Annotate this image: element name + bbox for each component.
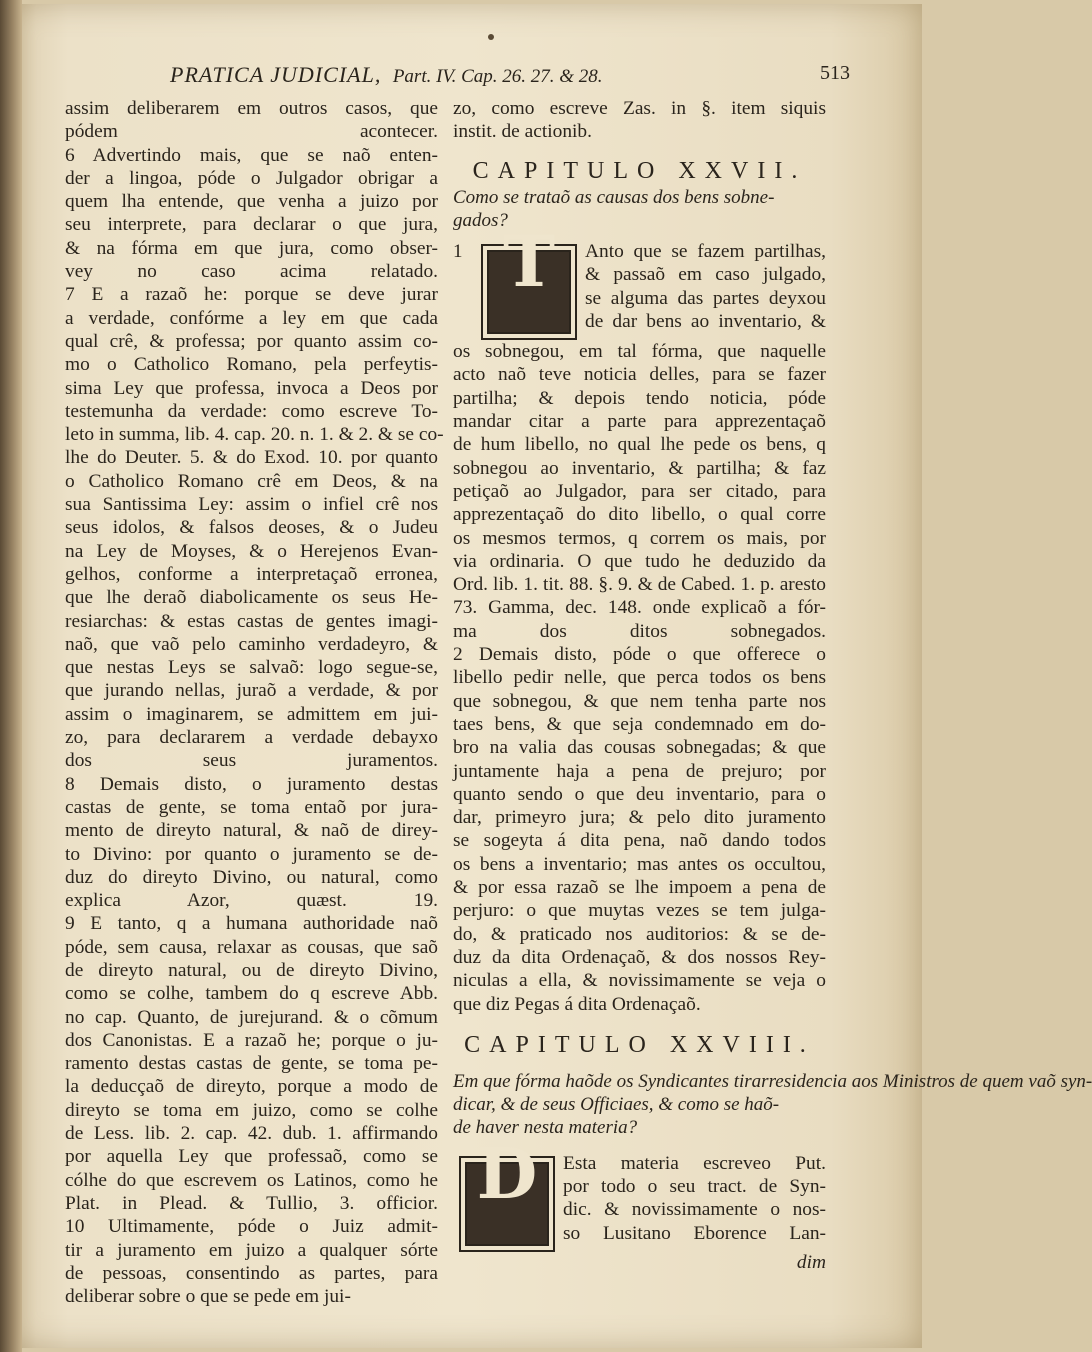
text-line: taes bens, & que seja condemnado em do- bbox=[453, 713, 826, 735]
text-line: duz da dita Ordenaçaõ, & dos nossos Rey- bbox=[453, 946, 826, 968]
text-line: der a lingoa, póde o Julgador obrigar a bbox=[65, 167, 438, 189]
text-line: dic. & novissimamente o nos- bbox=[563, 1199, 826, 1221]
text-line: que nestas Leys se salvaõ: logo segue-se, bbox=[65, 657, 438, 679]
text-line: os sobnegou, em tal fórma, que naquelle bbox=[453, 341, 826, 363]
text-line: duz do direyto Divino, ou natural, como bbox=[65, 866, 438, 888]
text-line: ma dos ditos sobnegados. bbox=[453, 620, 826, 642]
decorated-initial-d: D bbox=[459, 1156, 555, 1252]
text-line: sua Santissima Ley: assim o infiel crê nos bbox=[65, 494, 438, 516]
text-line: libello pedir nelle, que perca todos os bens bbox=[453, 667, 826, 689]
text-line: Plat. in Plead. & Tullio, 3. officior. bbox=[65, 1192, 438, 1214]
text-line: na Ley de Moyses, & o Herejenos Evan- bbox=[65, 540, 438, 562]
text-line: bro na valia das cousas sobnegadas; & que bbox=[453, 737, 826, 759]
text-line: 7 E a razaõ he: porque se deve jurar bbox=[65, 284, 438, 306]
text-line: quem lha entende, que venha a juizo por bbox=[65, 191, 438, 213]
text-line: ramento destas castas de gente, se toma pe- bbox=[65, 1053, 438, 1075]
text-line: vey no caso acima relatado. bbox=[65, 261, 438, 283]
text-line: via ordinaria. O que tudo he deduzido da bbox=[453, 550, 826, 572]
text-line: testemunha da verdade: como escreve To- bbox=[65, 400, 438, 422]
text-line: & na fórma em que jura, como obser- bbox=[65, 237, 438, 259]
text-line: perjuro: o que muytas vezes se tem julga- bbox=[453, 900, 826, 922]
text-line: Esta materia escreveo Put. bbox=[563, 1152, 826, 1174]
text-line: por todo o seu tract. de Syn- bbox=[563, 1175, 826, 1197]
text-line: que lhe deraõ diabolicamente os seus He- bbox=[65, 587, 438, 609]
text-line: zo, para declararem a verdade debayxo bbox=[65, 727, 438, 749]
chapter-27-heading: CAPITULO XXVII. bbox=[472, 157, 807, 184]
ink-spot bbox=[488, 34, 494, 40]
text-line: castas de gente, se toma entaõ por jura- bbox=[65, 796, 438, 818]
text-line: Anto que se fazem partilhas, bbox=[585, 241, 826, 263]
left-column bbox=[65, 97, 444, 1308]
chapter-subtitle-line: Como se trataõ as causas dos bens sobne- bbox=[453, 186, 775, 208]
text-line: Ord. lib. 1. tit. 88. §. 9. & de Cabed. 1. p. aresto bbox=[453, 574, 826, 596]
chapter-subtitle-line: de haver nesta materia? bbox=[453, 1117, 638, 1139]
text-line: zo, como escreve Zas. in §. item siquis bbox=[453, 98, 826, 119]
catchword: dim bbox=[796, 1251, 826, 1273]
text-line: gelhos, conforme a interpretaçaõ erronea, bbox=[65, 563, 438, 585]
text-line: & passaõ em caso julgado, bbox=[585, 264, 826, 286]
text-line: os mesmos termos, q correm os mais, por bbox=[453, 527, 826, 549]
running-head-title: PRATICA JUDICIAL, bbox=[170, 62, 382, 87]
text-line: lhe do Deuter. 5. & do Exod. 10. por quanto bbox=[65, 447, 438, 469]
text-line: os bens a inventario; mas antes os occultou, bbox=[453, 853, 826, 875]
text-line: sobnegou ao inventario, & partilha; & faz bbox=[453, 457, 826, 479]
text-line: tir a juramento em juizo a qualquer sórte bbox=[65, 1239, 438, 1261]
text-line: explica Azor, quæst. 19. bbox=[65, 890, 438, 912]
text-line: por aquella Ley que professaõ, como se bbox=[65, 1146, 438, 1168]
text-line: seu interprete, para declarar o que jura, bbox=[65, 214, 438, 236]
text-line: sima Ley que professa, invoca a Deos por bbox=[65, 377, 438, 399]
text-line: deliberar sobre o que se pede em jui- bbox=[65, 1286, 351, 1308]
text-line: partilha; & depois tendo noticia, póde bbox=[453, 387, 826, 409]
text-line: cólhe do que escrevem os Latinos, como he bbox=[65, 1169, 438, 1191]
text-line: apprezentaçaõ do dito libello, o qual corre bbox=[453, 504, 826, 526]
decorated-initial-t: T bbox=[481, 244, 577, 340]
text-line: de direyto natural, ou de direyto Divino, bbox=[65, 959, 438, 981]
text-line: instit. de actionib. bbox=[453, 121, 592, 143]
text-line: quanto sendo o que deu inventario, para o bbox=[453, 783, 826, 805]
text-line: que jurando nellas, juraõ a verdade, & por bbox=[65, 680, 438, 702]
text-line: do, & praticado nos auditorios: & se de- bbox=[453, 923, 826, 945]
text-line: leto in summa, lib. 4. cap. 20. n. 1. & 2. & se co- bbox=[65, 424, 444, 446]
text-line: de Less. lib. 2. cap. 42. dub. 1. affirmando bbox=[65, 1123, 438, 1145]
text-line: de hum libello, no qual lhe pede os bens, q bbox=[453, 434, 826, 456]
text-line: 73. Gamma, dec. 148. onde explicaõ a fór- bbox=[453, 597, 826, 619]
text-line: assim o imaginarem, se admittem em jui- bbox=[65, 703, 438, 725]
text-line: a verdade, confórme a ley em que cada bbox=[65, 307, 438, 329]
text-line: & por essa razaõ se lhe impoem a pena de bbox=[453, 877, 826, 899]
text-line: niculas a ella, & novissimamente se veja o bbox=[453, 970, 826, 992]
chapter-subtitle-line: gados? bbox=[453, 209, 508, 231]
text-line: 10 Ultimamente, póde o Juiz admit- bbox=[65, 1216, 438, 1238]
book-binding-edge bbox=[0, 0, 22, 1352]
text-line: 2 Demais disto, póde o que offerece o bbox=[453, 644, 826, 666]
text-line: mo o Catholico Romano, pela perfeytis- bbox=[65, 354, 438, 376]
text-line: se sogeyta á dita pena, naõ dando todos bbox=[453, 830, 826, 852]
text-line: assim deliberarem em outros casos, que bbox=[65, 98, 438, 119]
running-head-part: Part. IV. Cap. 26. 27. & 28. bbox=[392, 66, 603, 87]
text-line: 9 E tanto, q a humana authoridade naõ bbox=[65, 913, 438, 935]
text-line: que sobnegou, & que nem tenha parte nos bbox=[453, 690, 826, 712]
page-number: 513 bbox=[820, 62, 850, 84]
chapter-subtitle-line: dicar, & de seus Officiaes, & como se haõ- bbox=[453, 1094, 780, 1116]
paragraph-number: 1 bbox=[453, 241, 463, 263]
text-line: petiçaõ ao Julgador, para ser citado, para bbox=[453, 480, 826, 502]
text-line: 6 Advertindo mais, que se naõ enten- bbox=[65, 144, 438, 166]
chapter-28-heading: CAPITULO XXVIII. bbox=[464, 1031, 815, 1058]
text-line: pódem acontecer. bbox=[65, 121, 438, 143]
text-line: dos Canonistas. E a razaõ he; porque o ju- bbox=[65, 1029, 438, 1051]
text-line: la deducçaõ de direyto, porque a modo de bbox=[65, 1076, 438, 1098]
text-line: de pessoas, consentindo as partes, para bbox=[65, 1262, 438, 1284]
text-line: 8 Demais disto, o juramento destas bbox=[65, 773, 438, 795]
text-line: seus idolos, & falsos deoses, & o Judeu bbox=[65, 517, 438, 539]
right-column bbox=[453, 97, 1092, 1274]
text-line: como se colhe, tambem do q escreve Abb. bbox=[65, 983, 438, 1005]
text-line: resiarchas: & estas castas de gentes imagi- bbox=[65, 610, 438, 632]
chapter-subtitle-line: residencia aos Ministros de quem vaõ syn- bbox=[768, 1070, 1092, 1092]
text-line: to Divino: por quanto o juramento se de- bbox=[65, 843, 438, 865]
text-line: de dar bens ao inventario, & bbox=[585, 311, 826, 333]
text-line: direyto se toma em juizo, como se colhe bbox=[65, 1099, 438, 1121]
text-line: qual crê, & professa; por quanto assim co- bbox=[65, 330, 438, 352]
text-line: se alguma das partes deyxou bbox=[585, 287, 826, 309]
text-line: acto naõ teve noticia delles, para se fazer bbox=[453, 364, 826, 386]
text-line: o Catholico Romano crê em Deos, & na bbox=[65, 470, 438, 492]
text-line: naõ, que vaõ pelo caminho verdadeyro, & bbox=[65, 633, 438, 655]
text-line: no cap. Quanto, de jurejurand. & o cõmum bbox=[65, 1006, 438, 1028]
text-line: dos seus juramentos. bbox=[65, 750, 438, 772]
text-line: mento de direyto natural, & naõ de direy- bbox=[65, 820, 438, 842]
text-line: mandar citar a parte para apprezentaçaõ bbox=[453, 411, 826, 433]
text-line: póde, sem causa, relaxar as cousas, que saõ bbox=[65, 936, 438, 958]
text-line: que diz Pegas á dita Ordenaçaõ. bbox=[453, 993, 701, 1015]
text-line: juntamente haja a pena de prejuro; por bbox=[453, 760, 826, 782]
running-head bbox=[170, 62, 850, 94]
text-line: dar, primeyro jura; & pelo dito juramento bbox=[453, 807, 826, 829]
chapter-subtitle-line: Em que fórma haõde os Syndicantes tirar bbox=[453, 1070, 769, 1092]
text-line: so Lusitano Eborence Lan- bbox=[563, 1222, 826, 1244]
